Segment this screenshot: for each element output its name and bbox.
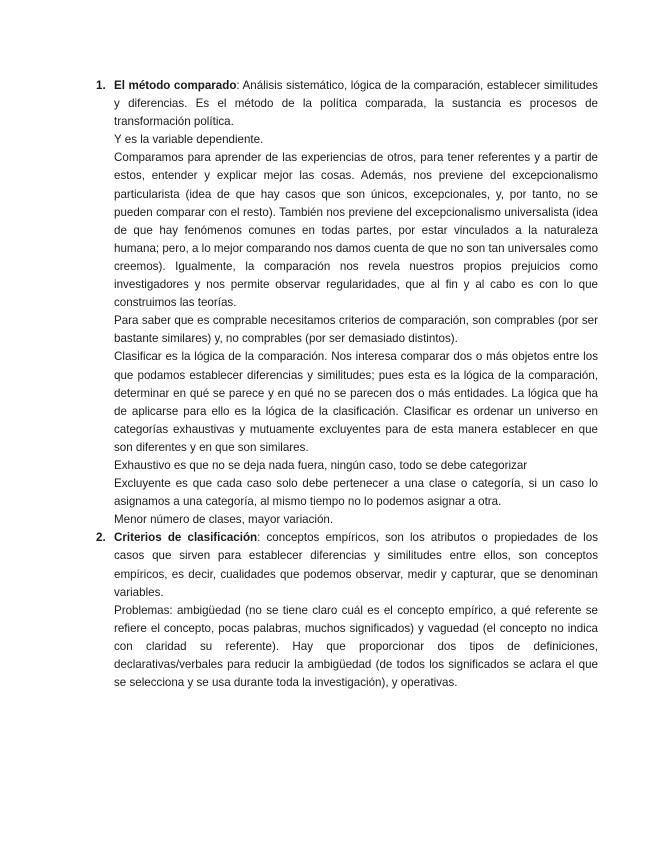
- paragraph: [114, 529, 598, 601]
- paragraph: Excluyente es que cada caso solo debe pertenecer a una clase o categoría, si un caso lo asignamos a una categoría, al mismo tiempo no lo podemos asignar a otra.: [114, 477, 598, 509]
- paragraph: Menor número de clases, mayor variación.: [114, 513, 334, 527]
- paragraph: Clasificar es la lógica de la comparación. Nos interesa comparar dos o más objetos entre los que podamos establecer diferencias y similitudes; pues esta es la lógica de la comparación, determinar en qué se parece y en qué no se parecen dos o más entidades. La lógica que ha de aplicarse para ello es la lógica de la clasificación. Clasificar es ordenar un universo en categorías exhaustivas y mutuamente excluyentes para de esta manera establecer en que son diferentes y en que son similares.: [114, 350, 598, 454]
- list-item-number: 1.: [96, 79, 106, 92]
- item-lead-text: : Análisis sistemático, lógica de la comparación, establecer similitudes y diferencias. Es el método de la política comparada, la sustancia es procesos de transformación política.: [114, 79, 598, 129]
- paragraph: Y es la variable dependiente.: [114, 133, 264, 147]
- item-heading: El método comparado: [114, 79, 237, 92]
- item-heading: Criterios de clasificación: [114, 531, 258, 545]
- paragraph: Exhaustivo es que no se deja nada fuera, ningún caso, todo se debe categorizar: [114, 458, 528, 472]
- numbered-list: [96, 77, 598, 692]
- list-item-number: 2.: [96, 531, 106, 545]
- paragraph: Comparamos para aprender de las experiencias de otros, para tener referentes y a partir de estos, entender y explicar mejor las cosas. Además, nos previene del excepcionalismo particularista (idea de que hay casos que son únicos, excepcionales, y, por tanto, no se pueden comparar con el resto). También nos previene del excepcionalismo universalista (idea de que hay fenómenos comunes en todas partes, por estar vinculados a la naturaleza humana; pero, a lo mejor comparando nos damos cuenta de que no son tan universales como creemos). Igualmente, la comparación nos revela nuestros propios prejuicios como investigadores y nos permite observar regularidades, que al fin y al cabo es con lo que construimos las teorías.: [114, 151, 599, 310]
- paragraph: [114, 77, 598, 131]
- paragraph: Problemas: ambigüedad (no se tiene claro cuál es el concepto empírico, a qué referente se refiere el concepto, pocas palabras, muchos significados) y vaguedad (el concepto no indica con claridad su referente). Hay que proporcionar dos tipos de definiciones, declarativas/verbales para reducir la ambigüedad (de todos los significados se aclara el que se selecciona y se usa durante toda la investigación), y operativas.: [114, 603, 598, 690]
- list-item: [96, 77, 598, 529]
- item-lead-text: : conceptos empíricos, son los atributos o propiedades de los casos que sirven para establecer diferencias y similitudes entre ellos, son conceptos empíricos, es decir, cualidades que podemos observar, medir y capturar, que se denominan variables.: [114, 531, 598, 599]
- list-item: [96, 529, 598, 692]
- paragraph: Para saber que es comprable necesitamos criterios de comparación, son comprables (por ser bastante similares) y, no comprables (por ser demasiado distintos).: [114, 314, 598, 346]
